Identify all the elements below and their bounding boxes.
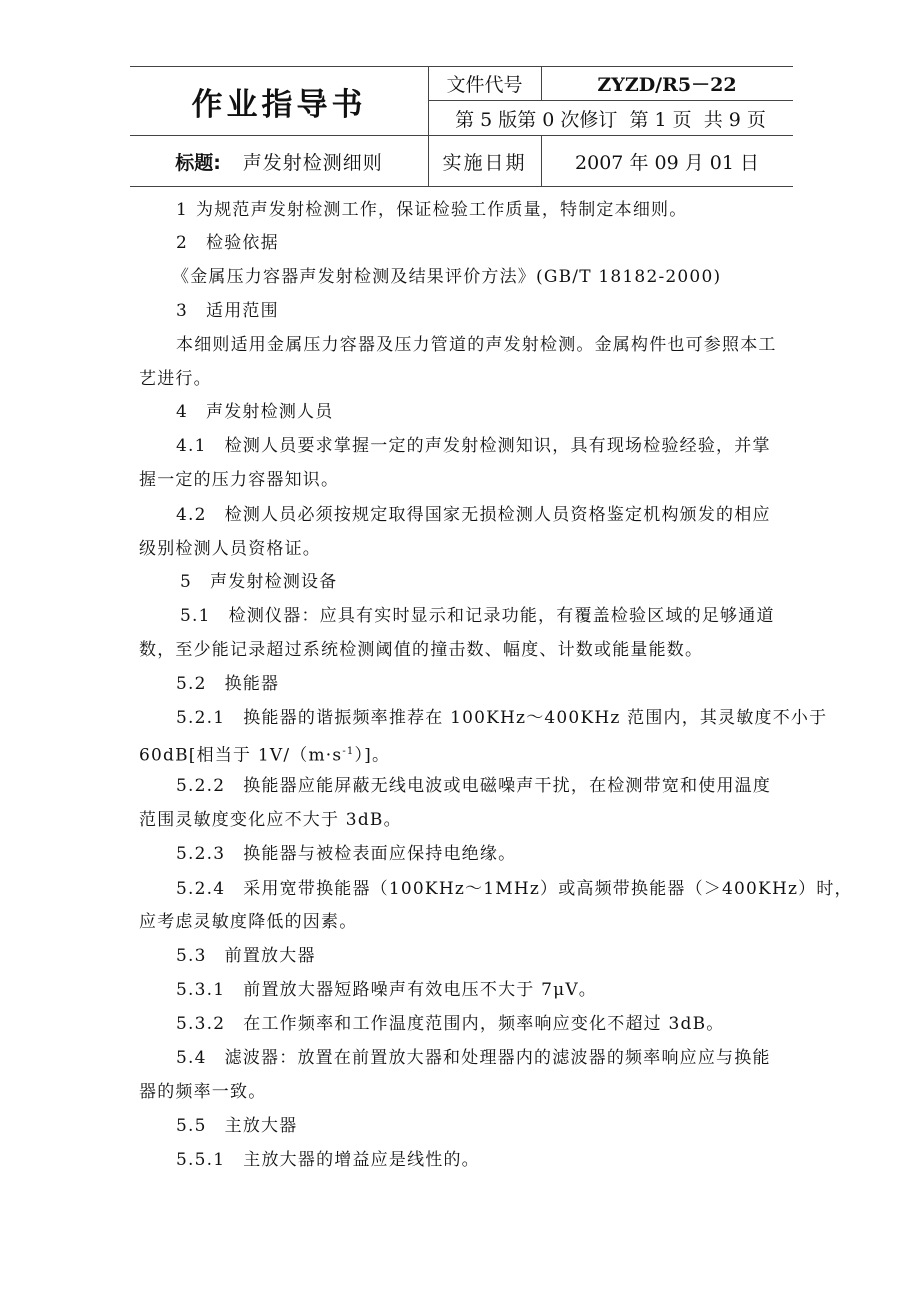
paragraph-text: 换能器与被检表面应保持电绝缘。 <box>243 844 517 864</box>
subject-cell <box>130 136 428 186</box>
clause-5-2-4-cont <box>139 905 357 939</box>
file-code-value: ZYZD/R5－22 <box>597 74 737 96</box>
paragraph-text: 级别检测人员资格证。 <box>139 539 321 559</box>
clause-5-3-2 <box>176 1007 724 1041</box>
clause-5-2-1 <box>176 701 827 735</box>
paragraph-text: 为规范声发射检测工作，保证检验工作质量，特制定本细则。 <box>196 200 688 220</box>
clause-4-2-cont <box>139 532 321 566</box>
section-number: 3 <box>176 301 189 321</box>
section-2-heading <box>176 226 279 260</box>
paragraph-text: 器的频率一致。 <box>139 1082 267 1102</box>
scope-paragraph-cont <box>139 362 212 396</box>
table-border-bottom <box>130 186 793 187</box>
paragraph-text: 前置放大器短路噪声有效电压不大于 7μV。 <box>243 980 598 1000</box>
heading-text: 声发射检测人员 <box>206 402 334 422</box>
paragraph-text: 握一定的压力容器知识。 <box>139 470 340 490</box>
revision-info: 第 5 版第 0 次修订 第 1 页 共 9 页 <box>455 108 766 131</box>
section-number: 5.2.2 <box>176 776 226 796</box>
paragraph-text: 《金属压力容器声发射检测及结果评价方法》(GB/T 18182-2000) <box>172 267 722 287</box>
section-number: 5.1 <box>180 606 211 626</box>
clause-4-2 <box>176 498 771 532</box>
paragraph-text: 换能器应能屏蔽无线电波或电磁噪声干扰，在检测带宽和使用温度 <box>243 776 772 796</box>
section-5-heading <box>180 565 337 599</box>
standard-reference <box>172 260 721 294</box>
paragraph-text: 应考虑灵敏度降低的因素。 <box>139 912 358 932</box>
section-number: 5.2.1 <box>176 708 226 728</box>
paragraph-text: 采用宽带换能器（100KHz～1MHz）或高频带换能器（＞400KHz）时， <box>243 879 853 899</box>
section-number: 4.2 <box>176 505 207 525</box>
clause-5-1-cont <box>139 633 703 667</box>
section-number: 2 <box>176 233 189 253</box>
clause-5-2-2 <box>176 769 771 803</box>
clause-5-5-1 <box>176 1143 480 1177</box>
section-4-heading <box>176 395 333 429</box>
clause-5-2-1-cont <box>139 735 390 769</box>
clause-5-4-cont <box>139 1075 266 1109</box>
section-number: 5.3 <box>176 946 207 966</box>
clause-5-3-heading <box>176 939 316 973</box>
clause-4-1 <box>176 429 771 463</box>
section-number: 5 <box>180 572 193 592</box>
paragraph-text: 主放大器的增益应是线性的。 <box>243 1150 480 1170</box>
section-number: 1 <box>176 200 189 220</box>
section-number: 4.1 <box>176 436 207 456</box>
paragraph-text: 60dB[相当于 1V/（m·s <box>139 745 343 766</box>
subject-label: 标题: <box>175 151 221 174</box>
paragraph-text: 换能器的谐振频率推荐在 100KHz～400KHz 范围内，其灵敏度不小于 <box>243 708 828 728</box>
clause-5-1 <box>180 599 775 633</box>
section-number: 5.2 <box>176 674 207 694</box>
paragraph-text: 范围灵敏度变化应不大于 3dB。 <box>139 810 402 830</box>
heading-text: 检验依据 <box>206 233 279 253</box>
clause-5-4 <box>176 1041 771 1075</box>
effective-date-label: 实施日期 <box>442 151 527 174</box>
section-1 <box>176 193 687 227</box>
clause-5-2-3 <box>176 837 516 871</box>
paragraph-text: ）]。 <box>354 745 391 766</box>
clause-5-2-heading <box>176 667 279 701</box>
scope-paragraph <box>176 328 777 362</box>
clause-5-2-2-cont <box>139 803 402 837</box>
clause-5-3-1 <box>176 973 597 1007</box>
section-number: 5.5 <box>176 1116 207 1136</box>
superscript: -1 <box>342 746 355 757</box>
heading-text: 适用范围 <box>206 301 279 321</box>
document-type-title: 作业指导书 <box>191 86 367 123</box>
section-3-heading <box>176 294 279 328</box>
section-number: 5.2.4 <box>176 879 226 899</box>
section-number: 5.2.3 <box>176 844 226 864</box>
heading-text: 前置放大器 <box>224 946 316 966</box>
heading-text: 主放大器 <box>224 1116 298 1136</box>
clause-5-2-4 <box>176 872 853 906</box>
section-number: 5.4 <box>176 1048 207 1068</box>
heading-text: 声发射检测设备 <box>210 572 338 592</box>
paragraph-text: 艺进行。 <box>139 369 212 389</box>
paragraph-text: 数，至少能记录超过系统检测阈值的撞击数、幅度、计数或能量能数。 <box>139 640 704 660</box>
paragraph-text: 检测仪器：应具有实时显示和记录功能，有覆盖检验区域的足够通道 <box>228 606 775 626</box>
section-number: 5.5.1 <box>176 1150 226 1170</box>
section-number: 4 <box>176 402 189 422</box>
paragraph-text: 检测人员必须按规定取得国家无损检测人员资格鉴定机构颁发的相应 <box>224 505 771 525</box>
paragraph-text: 检测人员要求掌握一定的声发射检测知识，具有现场检验经验，并掌 <box>224 436 771 456</box>
effective-date-value: 2007 年 09 月 01 日 <box>575 151 759 174</box>
file-code-label: 文件代号 <box>446 74 523 96</box>
subject-value: 声发射检测细则 <box>242 151 383 174</box>
section-number: 5.3.1 <box>176 980 226 1000</box>
paragraph-text: 滤波器：放置在前置放大器和处理器内的滤波器的频率响应应与换能 <box>224 1048 771 1068</box>
paragraph-text: 在工作频率和工作温度范围内，频率响应变化不超过 3dB。 <box>243 1014 725 1034</box>
heading-text: 换能器 <box>224 674 280 694</box>
section-number: 5.3.2 <box>176 1014 226 1034</box>
clause-5-5-heading <box>176 1109 297 1143</box>
clause-4-1-cont <box>139 463 339 497</box>
paragraph-text: 本细则适用金属压力容器及压力管道的声发射检测。金属构件也可参照本工 <box>176 335 777 355</box>
